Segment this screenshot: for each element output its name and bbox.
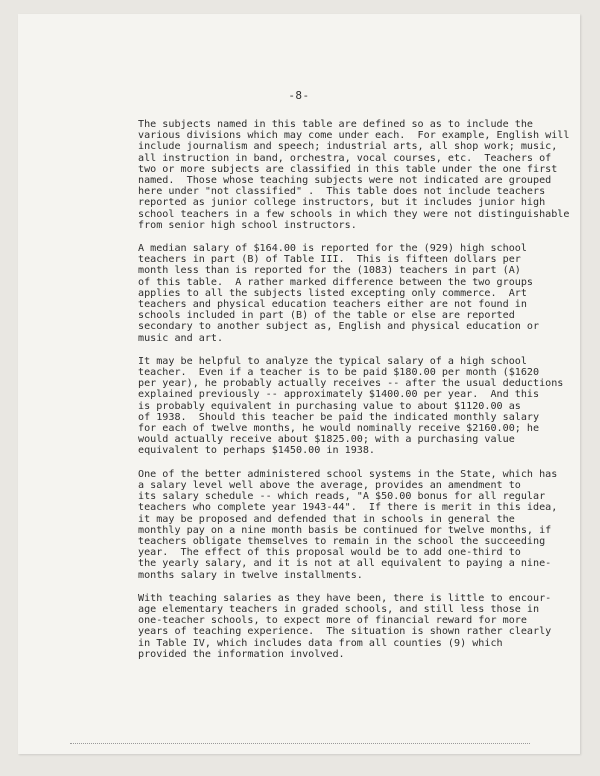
paragraph-3 [138, 355, 564, 457]
page-number: -8- [288, 89, 310, 102]
text-line: schools included in part (B) of the table or else are reported [138, 310, 515, 322]
text-line: year. The effect of this proposal would be to add one-third to [138, 547, 521, 559]
footer-divider [70, 743, 530, 744]
text-line: the yearly salary, and it is not at all equivalent to paying a nine- [138, 558, 552, 570]
text-line: applies to all the subjects listed excepting only commerce. Art [138, 287, 527, 299]
text-line: for each of twelve months, he would nominally receive $2160.00; he [138, 423, 540, 435]
text-line: A median salary of $164.00 is reported for the (929) high school [138, 243, 527, 255]
text-line: teachers in part (B) of Table III. This is fifteen dollars per [138, 254, 521, 266]
text-line: age elementary teachers in graded schools, and still less those in [138, 603, 540, 615]
text-line: The subjects named in this table are defined so as to include the [138, 119, 534, 130]
text-line: equivalent to perhaps $1450.00 in 1938. [138, 445, 376, 457]
text-line: explained previously -- approximately $1400.00 per year. And this [138, 389, 540, 401]
text-line: provided the information involved. [138, 648, 345, 660]
text-line: of this table. A rather marked difference between the two groups [138, 276, 534, 288]
text-line: One of the better administered school systems in the State, which has [138, 468, 558, 480]
text-line: month less than is reported for the (1083) teachers in part (A) [138, 265, 521, 277]
text-line: two or more subjects are classified in this table under the one first [138, 163, 558, 175]
text-line: include journalism and speech; industrial arts, all shop work; music, [138, 141, 558, 153]
paragraph-1 [138, 119, 570, 231]
text-line: per year), he probably actually receives -- after the usual deductions [138, 378, 564, 390]
text-line: teacher. Even if a teacher is to be paid $180.00 per month ($1620 [138, 367, 540, 379]
text-line: teachers obligate themselves to remain in the school the succeeding [138, 535, 546, 547]
text-line: years of teaching experience. The situation is shown rather clearly [138, 626, 552, 638]
text-line: monthly pay on a nine month basis be continued for twelve months, if [138, 524, 552, 536]
text-line: it may be proposed and defended that in schools in general the [138, 513, 515, 525]
text-line: is probably equivalent in purchasing value to about $1120.00 as [138, 400, 521, 412]
text-line: secondary to another subject as, English and physical education or [138, 321, 540, 333]
text-line: a salary level well above the average, provides an amendment to [138, 479, 521, 491]
text-line: named. Those whose teaching subjects were not indicated are grouped [138, 175, 552, 187]
text-line: It may be helpful to analyze the typical salary of a high school [138, 355, 527, 367]
text-line: teachers and physical education teachers either are not found in [138, 299, 527, 311]
paragraph-5 [138, 593, 558, 660]
text-line: of 1938. Should this teacher be paid the indicated monthly salary [138, 411, 540, 423]
text-line: one-teacher schools, to expect more of financial reward for more [138, 615, 527, 627]
text-line: school teachers in a few schools in which they were not distinguishable [138, 208, 570, 220]
text-line: teachers who complete year 1943-44". If there is merit in this idea, [138, 502, 558, 514]
text-line: reported as junior college instructors, but it includes junior high [138, 197, 546, 209]
text-line: from senior high school instructors. [138, 219, 357, 231]
text-line: here under "not classified" . This table does not include teachers [138, 186, 546, 198]
document-body [138, 119, 570, 672]
paragraph-2 [138, 243, 558, 344]
text-line: months salary in twelve installments. [138, 569, 363, 581]
text-line: its salary schedule -- which reads, "A $50.00 bonus for all regular [138, 491, 546, 503]
paragraph-4 [138, 469, 558, 581]
text-line: music and art. [138, 332, 224, 344]
text-line: all instruction in band, orchestra, vocal courses, etc. Teachers of [138, 152, 552, 164]
text-line: in Table IV, which includes data from all counties (9) which [138, 637, 503, 649]
text-line: would actually receive about $1825.00; with a purchasing value [138, 434, 515, 446]
text-line: With teaching salaries as they have been, there is little to encour- [138, 592, 552, 604]
text-line: various divisions which may come under each. For example, English will [138, 130, 570, 142]
